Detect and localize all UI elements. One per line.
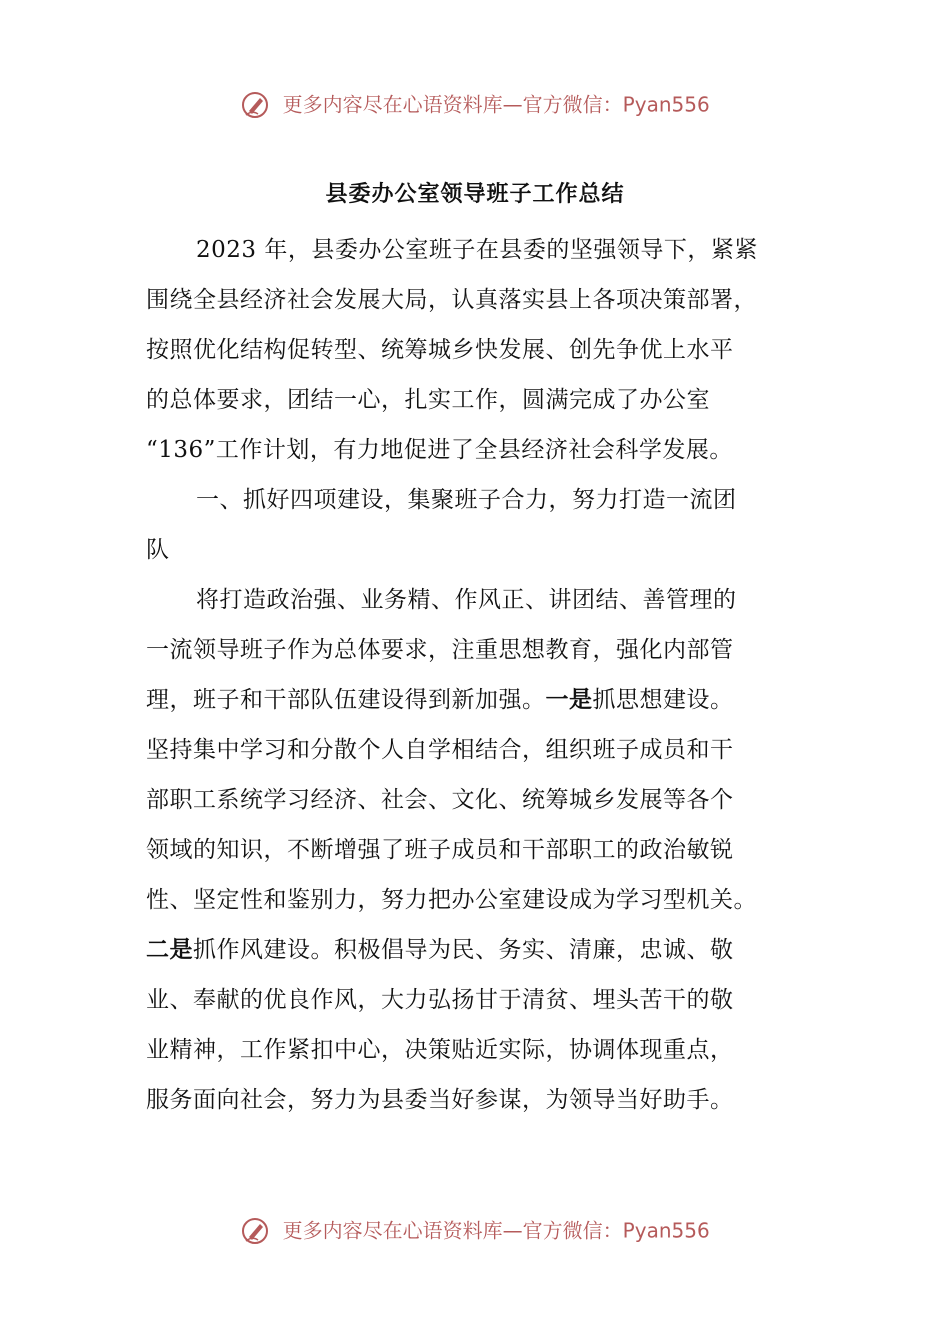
paragraph-text: 抓思想建设。	[592, 687, 734, 713]
paragraph-line	[146, 925, 796, 975]
paragraph-line: 业精神，工作紧扣中心，决策贴近实际，协调体现重点，	[146, 1037, 734, 1063]
bold-marker-second: 二是	[146, 937, 193, 963]
paragraph-line: 的总体要求，团结一心，扎实工作，圆满完成了办公室	[146, 387, 710, 413]
document-body	[146, 225, 796, 1125]
watermark-wechat-id: Pyan556	[622, 1218, 710, 1243]
section-heading-line: 队	[146, 537, 170, 563]
paragraph-line: 一流领导班子作为总体要求，注重思想教育，强化内部管	[146, 637, 734, 663]
watermark-text: 更多内容尽在心语资料库—官方微信：	[282, 1218, 623, 1243]
paragraph-line: 性、坚定性和鉴别力，努力把办公室建设成为学习型机关。	[146, 887, 757, 913]
watermark-text: 更多内容尽在心语资料库—官方微信：	[282, 92, 623, 117]
paragraph-line: 2023 年，县委办公室班子在县委的坚强领导下，紧紧	[196, 237, 758, 263]
watermark-footer	[0, 1214, 950, 1246]
paragraph-text: 理，班子和干部队伍建设得到新加强。	[146, 687, 546, 713]
paragraph-line: 将打造政治强、业务精、作风正、讲团结、善管理的	[196, 587, 737, 613]
watermark-wechat-id: Pyan556	[622, 92, 710, 117]
paragraph-line: 领域的知识，不断增强了班子成员和干部职工的政治敏锐	[146, 837, 734, 863]
paragraph-line	[146, 675, 796, 725]
paragraph-line: 部职工系统学习经济、社会、文化、统筹城乡发展等各个	[146, 787, 734, 813]
pen-logo-icon	[240, 90, 270, 120]
bold-marker-first: 一是	[545, 687, 593, 713]
paragraph-line: 坚持集中学习和分散个人自学相结合，组织班子成员和干	[146, 737, 734, 763]
watermark-header	[0, 88, 950, 120]
document-title: 县委办公室领导班子工作总结	[325, 182, 625, 207]
paragraph-line: 围绕全县经济社会发展大局，认真落实县上各项决策部署，	[146, 287, 757, 313]
pen-logo-icon	[240, 1216, 270, 1246]
paragraph-line: “136”工作计划，有力地促进了全县经济社会科学发展。	[146, 437, 733, 463]
paragraph-text: 抓作风建设。积极倡导为民、务实、清廉，忠诚、敬	[193, 937, 734, 963]
paragraph-line: 按照优化结构促转型、统筹城乡快发展、创先争优上水平	[146, 337, 734, 363]
section-heading-line: 一、抓好四项建设，集聚班子合力，努力打造一流团	[196, 487, 737, 513]
paragraph-line: 服务面向社会，努力为县委当好参谋，为领导当好助手。	[146, 1087, 734, 1113]
paragraph-line: 业、奉献的优良作风，大力弘扬甘于清贫、埋头苦干的敬	[146, 987, 734, 1013]
